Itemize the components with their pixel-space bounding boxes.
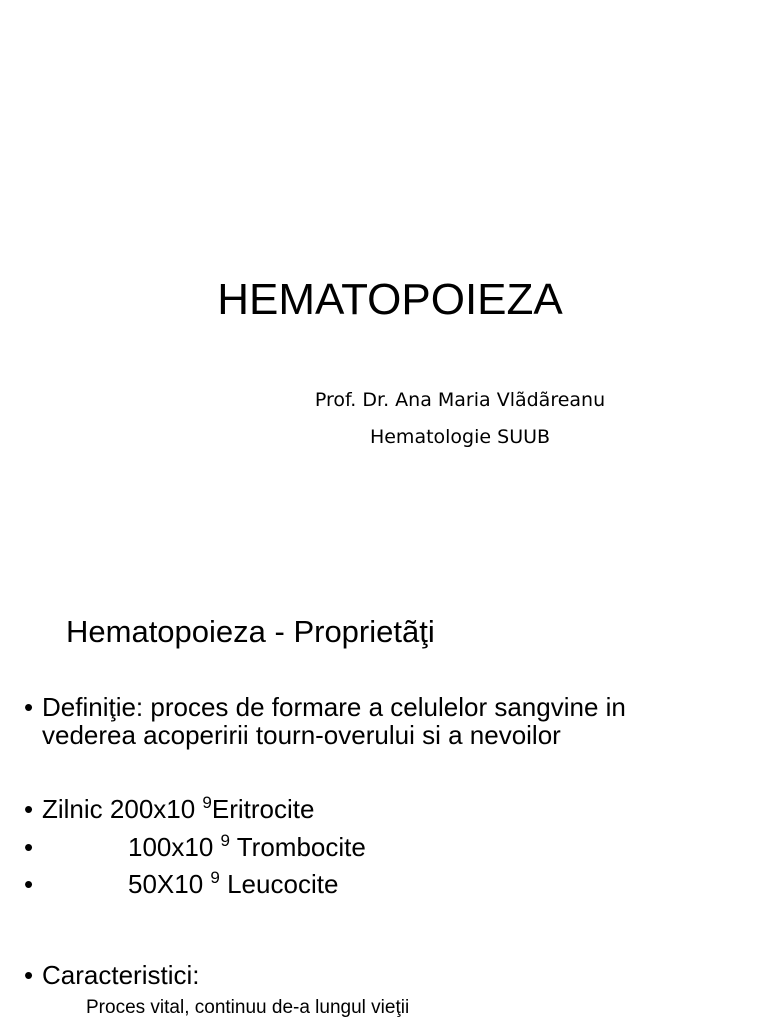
- definition-line-1: Definiţie: proces de formare a celulelor sangvine in: [42, 692, 626, 722]
- bullet-icon: •: [24, 869, 34, 899]
- bullet-icon: •: [24, 960, 34, 990]
- erythrocytes-label: Eritrocite: [211, 794, 315, 824]
- exponent: 9: [210, 868, 220, 887]
- bullet-icon: •: [24, 832, 34, 862]
- properties-slide: [0, 576, 768, 1024]
- leukocytes-count: 50X10: [128, 869, 211, 899]
- daily-prefix: Zilnic 200x10: [42, 794, 203, 824]
- slide-title: Hematopoieza - Proprietãţi: [66, 614, 435, 649]
- platelets-count: 100x10: [128, 832, 221, 862]
- presentation-title: HEMATOPOIEZA: [217, 275, 563, 324]
- leukocytes-label: Leucocite: [219, 869, 339, 899]
- characteristics-heading: Caracteristici:: [42, 960, 200, 990]
- definition-line-2: vederea acoperirii tourn-overului si a nevoilor: [42, 720, 561, 750]
- platelets-label: Trombocite: [230, 832, 366, 862]
- bullet-icon: •: [24, 692, 34, 722]
- bullet-icon: •: [24, 794, 34, 824]
- author-name: Prof. Dr. Ana Maria Vlãdãreanu: [314, 389, 606, 411]
- affiliation: Hematologie SUUB: [369, 426, 551, 448]
- exponent: 9: [220, 831, 230, 850]
- exponent: 9: [202, 793, 212, 812]
- characteristic-item: Proces vital, continuu de-a lungul vieţii: [86, 997, 410, 1018]
